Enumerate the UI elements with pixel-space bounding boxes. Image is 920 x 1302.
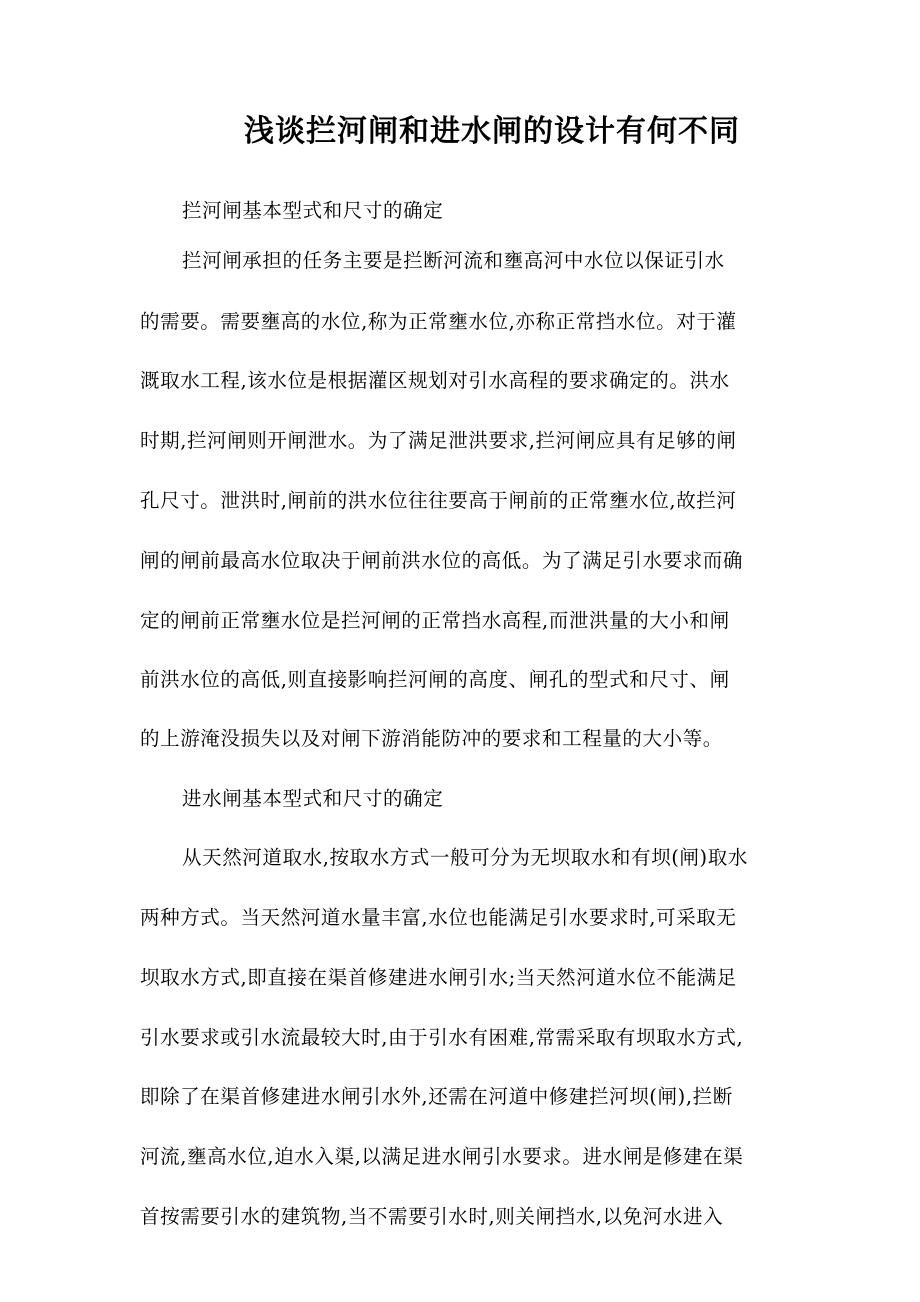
paragraph-line: 引水要求或引水流最较大时,由于引水有困难,常需采取有坝取水方式, xyxy=(140,1026,744,1049)
paragraph-line: 的上游淹没损失以及对闸下游消能防冲的要求和工程量的大小等。 xyxy=(140,727,723,750)
paragraph-line: 孔尺寸。泄洪时,闸前的洪水位往往要高于闸前的正常壅水位,故拦河 xyxy=(140,489,737,512)
section-heading: 拦河闸基本型式和尺寸的确定 xyxy=(182,199,444,222)
paragraph-line: 首按需要引水的建筑物,当不需要引水时,则关闸挡水,以免河水进入 xyxy=(140,1205,724,1228)
paragraph-line: 河流,壅高水位,迫水入渠,以满足进水闸引水要求。进水闸是修建在渠 xyxy=(140,1145,744,1168)
paragraph-line: 坝取水方式,即直接在渠首修建进水闸引水;当天然河道水位不能满足 xyxy=(140,966,737,989)
paragraph-line: 拦河闸承担的任务主要是拦断河流和壅高河中水位以保证引水 xyxy=(182,249,725,272)
paragraph-line: 即除了在渠首修建进水闸引水外,还需在河道中修建拦河坝(闸),拦断 xyxy=(140,1085,733,1108)
paragraph-line: 时期,拦河闸则开闸泄水。为了满足泄洪要求,拦河闸应具有足够的闸 xyxy=(140,429,737,452)
paragraph-line: 的需要。需要壅高的水位,称为正常壅水位,亦称正常挡水位。对于灌 xyxy=(140,310,737,333)
paragraph-line: 闸的闸前最高水位取决于闸前洪水位的高低。为了满足引水要求而确 xyxy=(140,549,744,572)
paragraph-line: 溉取水工程,该水位是根据灌区规划对引水高程的要求确定的。洪水 xyxy=(140,369,730,392)
paragraph-line: 前洪水位的高低,则直接影响拦河闸的高度、闸孔的型式和尺寸、闸 xyxy=(140,668,730,691)
document-title: 浅谈拦河闸和进水闸的设计有何不同 xyxy=(244,114,740,149)
paragraph-line: 两种方式。当天然河道水量丰富,水位也能满足引水要求时,可采取无 xyxy=(140,906,737,929)
paragraph-line: 定的闸前正常壅水位是拦河闸的正常挡水高程,而泄洪量的大小和闸 xyxy=(140,609,730,632)
paragraph-line: 从天然河道取水,按取水方式一般可分为无坝取水和有坝(闸)取水 xyxy=(182,846,748,869)
section-heading: 进水闸基本型式和尺寸的确定 xyxy=(182,787,444,810)
